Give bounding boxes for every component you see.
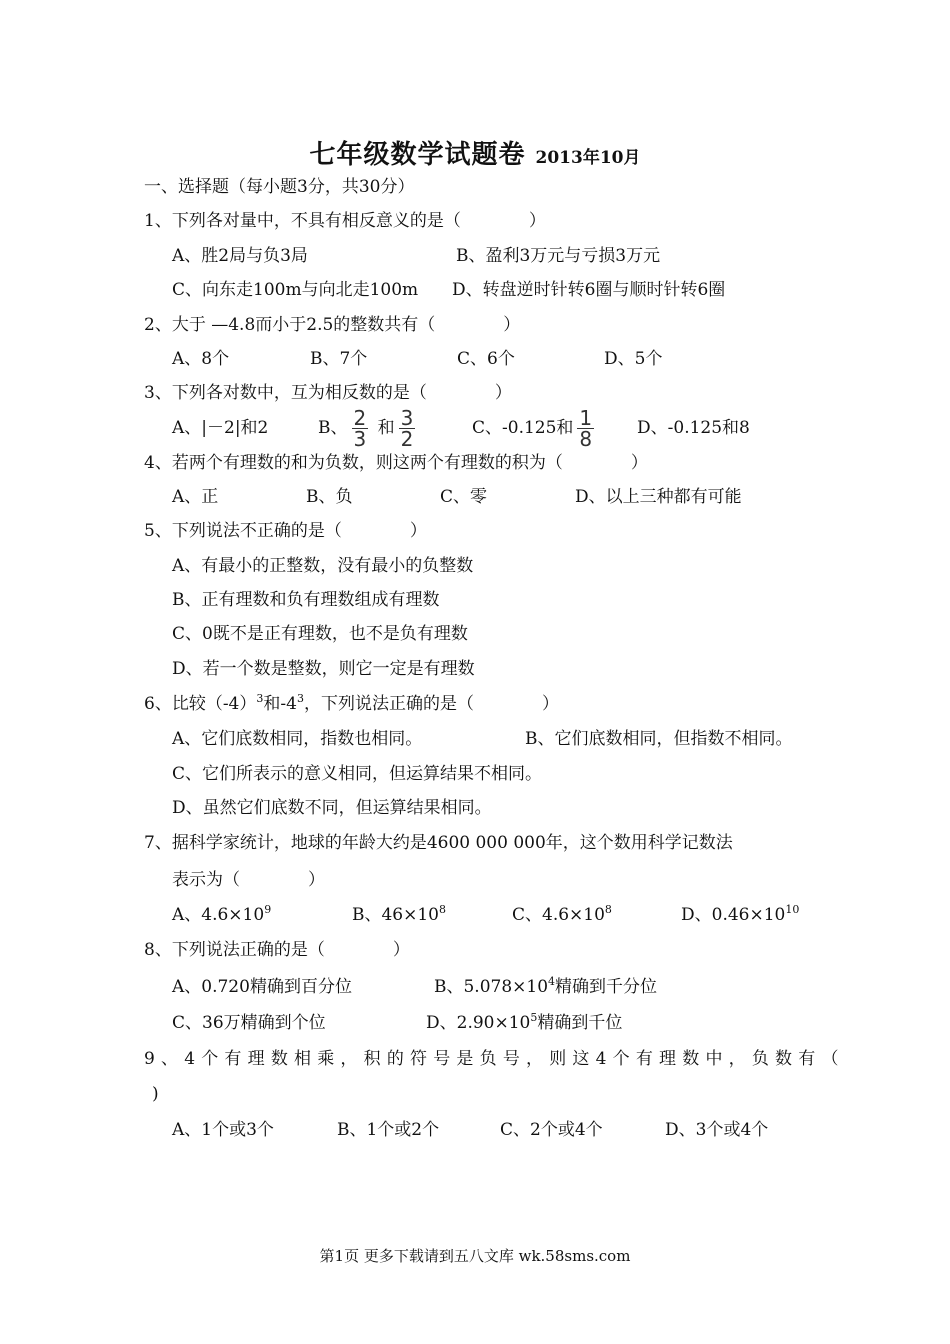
question-1-option-d: D、转盘逆时针转6圈与顺时针转6圈	[452, 280, 726, 300]
question-4-option-c: C、零	[440, 487, 488, 507]
question-2-stem: 2、大于 —4.8而小于2.5的整数共有（ ）	[144, 315, 521, 335]
question-5-option-a: A、有最小的正整数，没有最小的负整数	[172, 556, 474, 576]
question-6-option-b: B、它们底数相同，但指数不相同。	[525, 729, 793, 749]
question-2-option-a: A、8个	[172, 349, 230, 369]
option-tail: 精确到千分位	[555, 977, 658, 997]
question-8-option-c: C、36万精确到个位	[172, 1013, 326, 1033]
option-base: C、4.6×10	[512, 905, 605, 925]
section-heading: 一、选择题（每小题3分，共30分）	[144, 177, 415, 197]
question-7-option-d	[681, 903, 799, 927]
question-5-option-b: B、正有理数和负有理数组成有理数	[172, 590, 440, 610]
question-8-stem: 8、下列说法正确的是（ ）	[144, 940, 410, 960]
question-4-option-d: D、以上三种都有可能	[575, 487, 742, 507]
question-3-option-d: D、-0.125和8	[637, 418, 750, 438]
fraction-numerator: 3	[400, 406, 414, 430]
option-base: D、2.90×10	[426, 1013, 531, 1033]
question-6-stem-part1: 6、比较（-4）	[144, 694, 257, 714]
fraction-three-halves	[399, 408, 416, 449]
exponent: 10	[785, 903, 800, 916]
question-2-option-b: B、7个	[310, 349, 368, 369]
fraction-denominator: 8	[579, 427, 593, 451]
question-2-option-c: C、6个	[457, 349, 515, 369]
question-5-option-c: C、0既不是正有理数，也不是负有理数	[172, 624, 468, 644]
fraction-numerator: 2	[353, 406, 367, 430]
question-3-option-b-and: 和	[377, 418, 395, 438]
question-6-stem-part2: 和-4	[263, 694, 297, 714]
fraction-numerator: 1	[579, 406, 593, 430]
fraction-denominator: 2	[400, 427, 414, 451]
question-4-option-b: B、负	[306, 487, 353, 507]
option-base: D、0.46×10	[681, 905, 786, 925]
question-6-option-d: D、虽然它们底数不同，但运算结果相同。	[172, 798, 492, 818]
question-9-stem-continued: )	[152, 1084, 159, 1104]
title-text: 七年级数学试题卷	[309, 140, 526, 170]
question-8-option-b	[434, 975, 657, 999]
question-1-option-a: A、胜2局与负3局	[172, 246, 308, 266]
question-7-option-b	[352, 903, 446, 927]
exponent: 3	[256, 692, 264, 705]
question-3-stem: 3、下列各对数中，互为相反数的是（ ）	[144, 383, 512, 403]
exponent: 3	[296, 692, 304, 705]
question-6-option-a: A、它们底数相同，指数也相同。	[172, 729, 423, 749]
question-9-stem: 9、4个有理数相乘，积的符号是负号，则这4个有理数中，负数有（	[144, 1049, 845, 1069]
question-9-option-d: D、3个或4个	[665, 1120, 769, 1140]
option-base: A、4.6×10	[172, 905, 265, 925]
question-9-option-a: A、1个或3个	[172, 1120, 274, 1140]
question-8-option-d	[426, 1011, 622, 1035]
question-6-stem	[144, 692, 559, 716]
page-title	[0, 134, 950, 171]
question-3-option-c	[472, 404, 598, 452]
question-7-stem-continued: 表示为（ ）	[172, 870, 325, 890]
question-3-option-a: A、|－2|和2	[172, 418, 269, 438]
question-7-stem: 7、据科学家统计，地球的年龄大约是4600 000 000年，这个数用科学记数法	[144, 833, 733, 853]
question-5-stem: 5、下列说法不正确的是（ ）	[144, 521, 427, 541]
question-8-option-a: A、0.720精确到百分位	[172, 977, 352, 997]
question-9-option-b: B、1个或2个	[337, 1120, 440, 1140]
exponent: 8	[604, 903, 612, 916]
question-6-stem-part3: ，下列说法正确的是（ ）	[303, 694, 559, 714]
question-3-option-b-prefix: B、	[318, 418, 348, 438]
exponent: 5	[530, 1011, 538, 1024]
fraction-denominator: 3	[353, 427, 367, 451]
question-6-option-c: C、它们所表示的意义相同，但运算结果不相同。	[172, 764, 543, 784]
title-date: 2013年10月	[535, 148, 641, 168]
question-4-stem: 4、若两个有理数的和为负数，则这两个有理数的积为（ ）	[144, 453, 648, 473]
question-3-option-c-prefix: C、-0.125和	[472, 418, 574, 438]
question-7-option-a	[172, 903, 271, 927]
page-footer: 第1页 更多下载请到五八文库 wk.58sms.com	[319, 1247, 631, 1265]
fraction-two-thirds	[352, 408, 369, 449]
question-5-option-d: D、若一个数是整数，则它一定是有理数	[172, 659, 475, 679]
question-1-stem: 1、下列各对量中，不具有相反意义的是（ ）	[144, 211, 546, 231]
exponent: 8	[439, 903, 447, 916]
question-3-option-b	[318, 404, 419, 452]
option-tail: 精确到千位	[537, 1013, 623, 1033]
question-1-option-c: C、向东走100m与向北走100m	[172, 280, 419, 300]
question-2-option-d: D、5个	[604, 349, 663, 369]
question-9-option-c: C、2个或4个	[500, 1120, 603, 1140]
option-base: B、46×10	[352, 905, 440, 925]
question-4-option-a: A、正	[172, 487, 219, 507]
fraction-one-eighth	[577, 408, 594, 449]
exponent: 4	[548, 975, 556, 988]
option-base: B、5.078×10	[434, 977, 549, 997]
question-7-option-c	[512, 903, 612, 927]
exponent: 9	[264, 903, 272, 916]
question-1-option-b: B、盈利3万元与亏损3万元	[456, 246, 661, 266]
